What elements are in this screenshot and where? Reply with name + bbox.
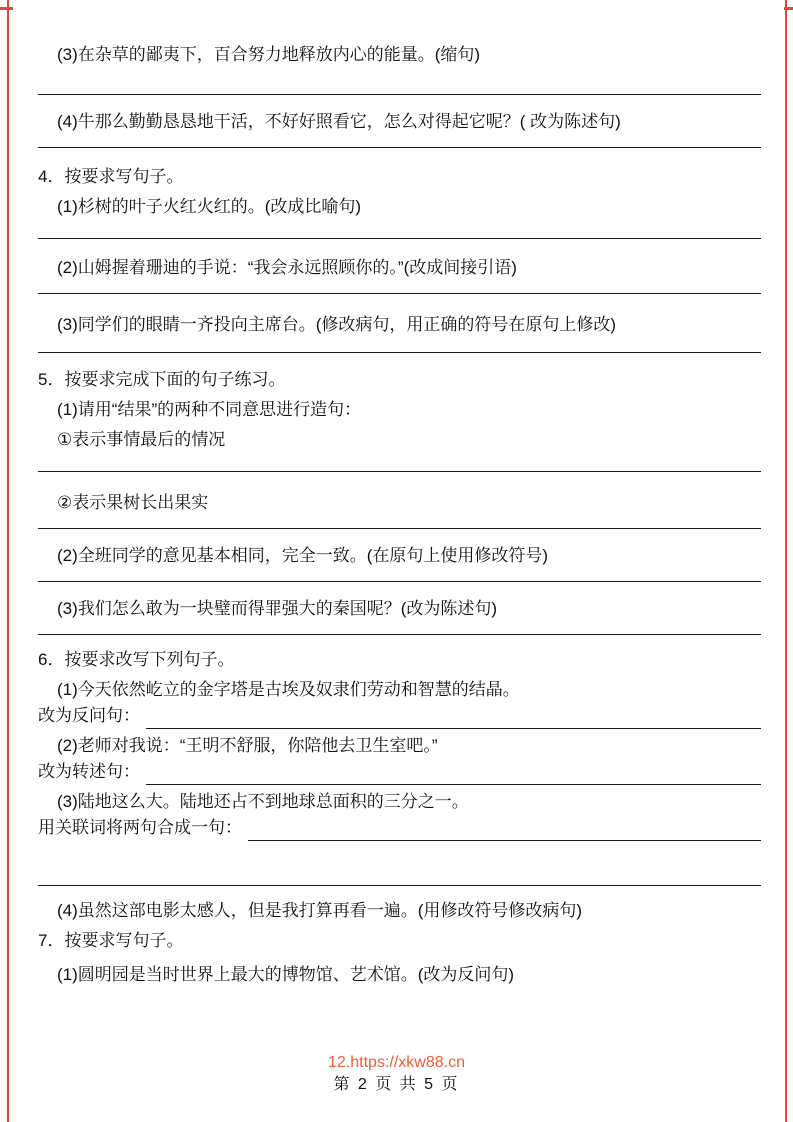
question-5-item1a: ①表示事情最后的情况 — [57, 430, 226, 449]
red-corner-mark-top-left — [0, 7, 13, 10]
rewrite-line-1 — [38, 703, 761, 729]
answer-line — [38, 634, 761, 635]
question-5-item1b: ②表示果树长出果实 — [57, 493, 209, 512]
question-7-item1: (1)圆明园是当时世界上最大的博物馆、艺术馆。(改为反问句) — [57, 965, 515, 984]
answer-line — [38, 293, 761, 294]
page-number: 第 2 页 共 5 页 — [333, 1076, 460, 1093]
answer-line — [38, 528, 761, 529]
answer-line — [38, 147, 761, 148]
question-4-heading: 4．按要求写句子。 — [38, 167, 184, 186]
question-6-item4: (4)虽然这部电影太感人，但是我打算再看一遍。(用修改符号修改病句) — [57, 901, 583, 920]
worksheet-content — [38, 42, 761, 988]
question-4-item1: (1)杉树的叶子火红火红的。(改成比喻句) — [57, 197, 362, 216]
answer-blank — [248, 818, 761, 841]
question-7-heading: 7．按要求写句子。 — [38, 931, 184, 950]
rewrite-label-1: 改为反问句： — [38, 706, 140, 725]
question-5-item2: (2)全班同学的意见基本相同，完全一致。(在原句上使用修改符号) — [57, 546, 549, 565]
page-footer — [0, 1052, 793, 1096]
rewrite-label-2: 改为转述句： — [38, 762, 140, 781]
red-corner-mark-top-right — [784, 7, 793, 10]
answer-blank — [146, 706, 761, 729]
red-border-left — [7, 0, 9, 1122]
question-prev-item4: (4)牛那么勤勤恳恳地干活，不好好照看它，怎么对得起它呢？( 改为陈述句) — [57, 112, 621, 131]
answer-blank — [146, 762, 761, 785]
red-border-right — [785, 0, 787, 1122]
question-4-item2: (2)山姆握着珊迪的手说：“我会永远照顾你的。”(改成间接引语) — [57, 258, 517, 277]
question-5-heading: 5．按要求完成下面的句子练习。 — [38, 370, 286, 389]
answer-line — [38, 885, 761, 886]
question-6-item3: (3)陆地这么大。陆地还占不到地球总面积的三分之一。 — [57, 792, 469, 811]
question-6-heading: 6．按要求改写下列句子。 — [38, 650, 235, 669]
question-5-item3: (3)我们怎么敢为一块璧而得罪强大的秦国呢？(改为陈述句) — [57, 599, 498, 618]
question-5-item1: (1)请用“结果”的两种不同意思进行造句： — [57, 400, 362, 419]
answer-line — [38, 94, 761, 95]
footer-url: 12.https://xkw88.cn — [328, 1054, 465, 1071]
question-prev-item3: (3)在杂草的鄙夷下，百合努力地释放内心的能量。(缩句) — [57, 45, 481, 64]
answer-line — [38, 581, 761, 582]
rewrite-line-2 — [38, 759, 761, 785]
question-4-item3: (3)同学们的眼睛一齐投向主席台。(修改病句，用正确的符号在原句上修改) — [57, 315, 617, 334]
question-6-item1: (1)今天依然屹立的金字塔是古埃及奴隶们劳动和智慧的结晶。 — [57, 680, 520, 699]
question-6-item2: (2)老师对我说：“王明不舒服，你陪他去卫生室吧。” — [57, 736, 438, 755]
answer-line — [38, 238, 761, 239]
answer-line — [38, 352, 761, 353]
answer-line — [38, 471, 761, 472]
rewrite-line-3 — [38, 815, 761, 841]
rewrite-label-3: 用关联词将两句合成一句： — [38, 818, 242, 837]
